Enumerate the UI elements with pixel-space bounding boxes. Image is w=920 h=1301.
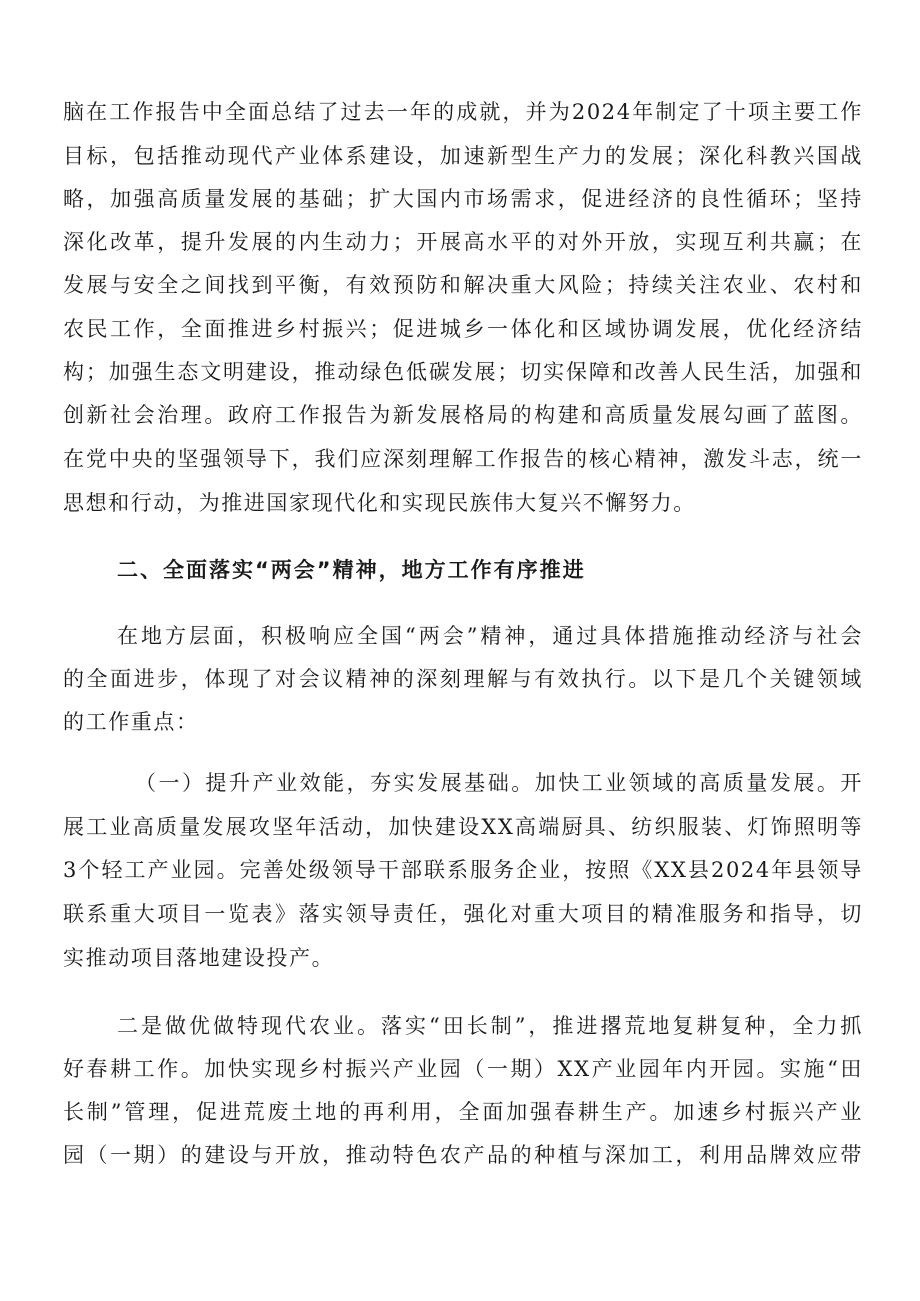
section-heading: 二、全面落实“两会”精神，地方工作有序推进	[117, 558, 586, 582]
body-text-line: 二是做优做特现代农业。落实“田长制”，推进撂荒地复耕复种，全力抓	[117, 1014, 863, 1038]
body-text-line: 的工作重点：	[63, 710, 199, 734]
body-text-line: 农民工作，全面推进乡村振兴；促进城乡一体化和区域协调发展，优化经济结	[63, 317, 863, 341]
body-text-line: 在地方层面，积极响应全国“两会”精神，通过具体措施推动经济与社会	[117, 624, 863, 648]
body-text-line: 展工业高质量发展攻坚年活动，加快建设XX高端厨具、纺织服装、灯饰照明等	[63, 815, 863, 839]
body-text-line: 发展与安全之间找到平衡，有效预防和解决重大风险；持续关注农业、农村和	[63, 273, 863, 297]
body-text-line: 脑在工作报告中全面总结了过去一年的成就，并为2024年制定了十项主要工作	[63, 100, 863, 124]
body-text-line: 联系重大项目一览表》落实领导责任，强化对重大项目的精准服务和指导，切	[63, 902, 863, 926]
body-text-line: 目标，包括推动现代产业体系建设，加速新型生产力的发展；深化科教兴国战	[63, 144, 863, 168]
body-text-line: 园（一期）的建设与开放，推动特色农产品的种植与深加工，利用品牌效应带	[63, 1143, 863, 1167]
body-text-line: 略，加强高质量发展的基础；扩大国内市场需求，促进经济的良性循环；坚持	[63, 187, 863, 211]
body-text-line: 思想和行动，为推进国家现代化和实现民族伟大复兴不懈努力。	[63, 491, 696, 515]
body-text-line: 在党中央的坚强领导下，我们应深刻理解工作报告的核心精神，激发斗志，统一	[63, 447, 863, 471]
body-text-line: 长制”管理，促进荒废土地的再利用，全面加强春耕生产。加速乡村振兴产业	[63, 1100, 863, 1124]
body-text-line: 实推动项目落地建设投产。	[63, 946, 335, 970]
body-text-line: 好春耕工作。加快实现乡村振兴产业园（一期）XX产业园年内开园。实施“田	[63, 1057, 863, 1081]
body-text-line: 3个轻工产业园。完善处级领导干部联系服务企业，按照《XX县2024年县领导	[63, 858, 863, 882]
body-text-line: 构；加强生态文明建设，推动绿色低碳发展；切实保障和改善人民生活，加强和	[63, 360, 863, 384]
body-text-line: 深化改革，提升发展的内生动力；开展高水平的对外开放，实现互利共赢；在	[63, 230, 863, 254]
body-text-line: （一）提升产业效能，夯实发展基础。加快工业领域的高质量发展。开	[135, 771, 863, 795]
body-text-line: 的全面进步，体现了对会议精神的深刻理解与有效执行。以下是几个关键领域	[63, 667, 863, 691]
body-text-line: 创新社会治理。政府工作报告为新发展格局的构建和高质量发展勾画了蓝图。	[63, 403, 863, 427]
